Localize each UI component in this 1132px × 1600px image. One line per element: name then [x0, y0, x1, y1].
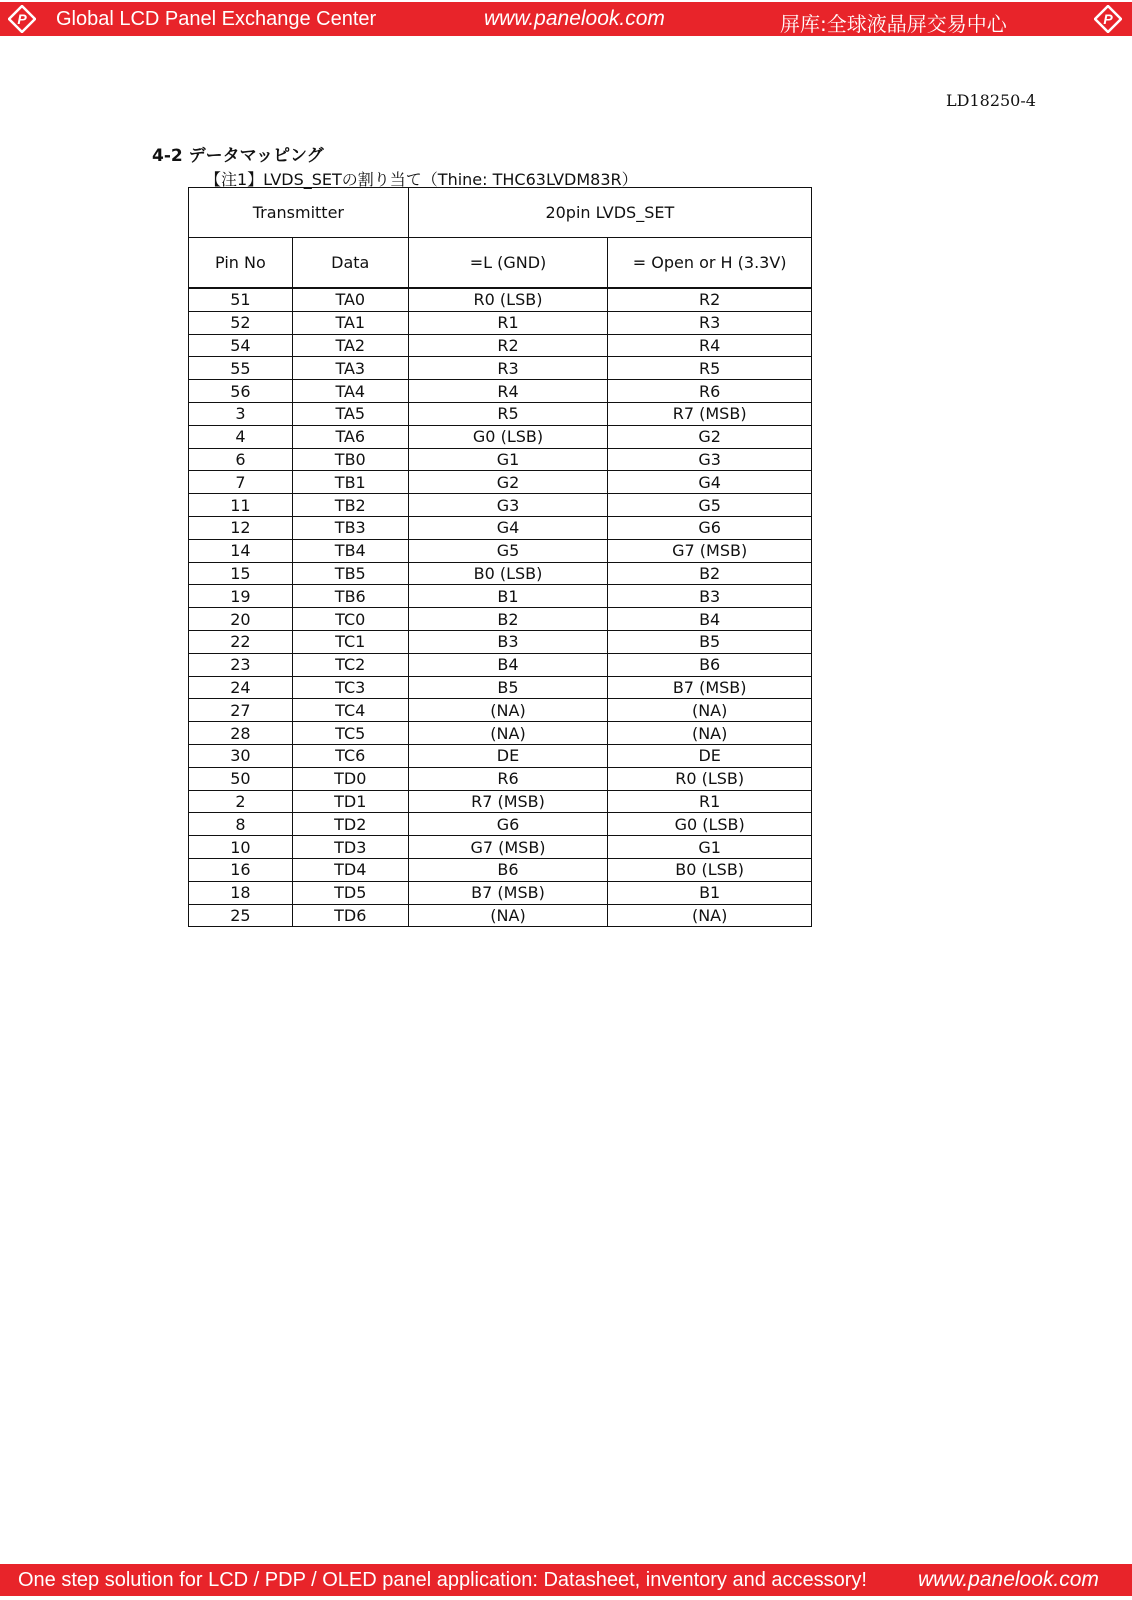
cell-pin: 11: [189, 494, 293, 517]
cell-gnd: R0 (LSB): [408, 288, 608, 311]
note-title: 【注1】LVDS_SETの割り当て（Thine: THC63LVDM83R）: [205, 170, 638, 189]
footer-banner: [0, 1564, 1132, 1596]
table-row: [189, 699, 812, 722]
cell-open: B4: [608, 608, 812, 631]
cell-gnd: G0 (LSB): [408, 425, 608, 448]
cell-gnd: (NA): [408, 904, 608, 927]
cell-data: TB3: [292, 516, 408, 539]
panelook-logo-icon: [1094, 5, 1122, 33]
cell-open: R6: [608, 380, 812, 403]
cell-pin: 54: [189, 334, 293, 357]
cell-data: TC6: [292, 744, 408, 767]
cell-pin: 7: [189, 471, 293, 494]
cell-open: (NA): [608, 699, 812, 722]
cell-gnd: G4: [408, 516, 608, 539]
cell-data: TC1: [292, 630, 408, 653]
cell-data: TD1: [292, 790, 408, 813]
cell-open: G5: [608, 494, 812, 517]
header-transmitter: Transmitter: [189, 188, 409, 238]
cell-data: TA0: [292, 288, 408, 311]
cell-pin: 8: [189, 813, 293, 836]
table-row: [189, 630, 812, 653]
panelook-logo-icon: [8, 5, 36, 33]
table-row: [189, 311, 812, 334]
header-banner: [0, 2, 1132, 36]
cell-gnd: R7 (MSB): [408, 790, 608, 813]
table-row: [189, 471, 812, 494]
cell-pin: 51: [189, 288, 293, 311]
cell-pin: 22: [189, 630, 293, 653]
cell-open: B3: [608, 585, 812, 608]
table-row: [189, 676, 812, 699]
cell-open: R0 (LSB): [608, 767, 812, 790]
logo-letter: P: [1103, 11, 1113, 27]
cell-data: TC2: [292, 653, 408, 676]
table-row: [189, 608, 812, 631]
document-id: LD18250-4: [946, 91, 1036, 110]
footer-url-link[interactable]: www.panelook.com: [918, 1568, 1099, 1591]
section-title: 4-2 データマッピング: [152, 146, 324, 166]
cell-pin: 3: [189, 402, 293, 425]
cell-gnd: B0 (LSB): [408, 562, 608, 585]
cell-open: R1: [608, 790, 812, 813]
table-row: [189, 904, 812, 927]
table-row: [189, 653, 812, 676]
cell-pin: 30: [189, 744, 293, 767]
cell-pin: 23: [189, 653, 293, 676]
cell-data: TD5: [292, 881, 408, 904]
cell-data: TB0: [292, 448, 408, 471]
cell-data: TA4: [292, 380, 408, 403]
cell-open: R4: [608, 334, 812, 357]
cell-data: TD3: [292, 836, 408, 859]
cell-pin: 2: [189, 790, 293, 813]
cell-gnd: R6: [408, 767, 608, 790]
cell-data: TB5: [292, 562, 408, 585]
cell-gnd: B2: [408, 608, 608, 631]
cell-open: B1: [608, 881, 812, 904]
cell-open: G2: [608, 425, 812, 448]
table-row: [189, 744, 812, 767]
cell-pin: 10: [189, 836, 293, 859]
table-row: [189, 767, 812, 790]
cell-data: TA5: [292, 402, 408, 425]
table-header-row: [189, 188, 812, 238]
table-subheader-row: [189, 238, 812, 289]
cell-open: B0 (LSB): [608, 858, 812, 881]
cell-open: R5: [608, 357, 812, 380]
cell-data: TA3: [292, 357, 408, 380]
cell-open: DE: [608, 744, 812, 767]
cell-data: TC4: [292, 699, 408, 722]
cell-pin: 24: [189, 676, 293, 699]
table-row: [189, 790, 812, 813]
cell-gnd: R2: [408, 334, 608, 357]
cell-gnd: (NA): [408, 699, 608, 722]
cell-gnd: G5: [408, 539, 608, 562]
table-row: [189, 425, 812, 448]
cell-gnd: B7 (MSB): [408, 881, 608, 904]
cell-gnd: G3: [408, 494, 608, 517]
cell-pin: 56: [189, 380, 293, 403]
column-header-open: = Open or H (3.3V): [608, 238, 812, 289]
cell-open: B6: [608, 653, 812, 676]
header-lvds-set: 20pin LVDS_SET: [408, 188, 811, 238]
cell-pin: 14: [189, 539, 293, 562]
table-row: [189, 288, 812, 311]
cell-data: TB4: [292, 539, 408, 562]
cell-gnd: B6: [408, 858, 608, 881]
cell-pin: 28: [189, 722, 293, 745]
cell-open: B2: [608, 562, 812, 585]
cell-open: R7 (MSB): [608, 402, 812, 425]
cell-data: TB2: [292, 494, 408, 517]
cell-data: TD0: [292, 767, 408, 790]
cell-data: TA6: [292, 425, 408, 448]
footer-text: One step solution for LCD / PDP / OLED panel application: Datasheet, inventory and accessory!: [18, 1569, 867, 1591]
cell-pin: 6: [189, 448, 293, 471]
table-row: [189, 858, 812, 881]
cell-pin: 16: [189, 858, 293, 881]
cell-data: TC3: [292, 676, 408, 699]
cell-pin: 18: [189, 881, 293, 904]
table-row: [189, 562, 812, 585]
banner-cn-label: 屏库:全球液晶屏交易中心: [780, 12, 1007, 36]
cell-open: G0 (LSB): [608, 813, 812, 836]
cell-gnd: DE: [408, 744, 608, 767]
table-row: [189, 402, 812, 425]
table-row: [189, 722, 812, 745]
logo-letter: P: [17, 11, 27, 27]
cell-data: TC5: [292, 722, 408, 745]
cell-pin: 15: [189, 562, 293, 585]
cell-open: R2: [608, 288, 812, 311]
cell-gnd: R5: [408, 402, 608, 425]
table-row: [189, 494, 812, 517]
banner-url-link[interactable]: www.panelook.com: [484, 7, 665, 30]
cell-gnd: B3: [408, 630, 608, 653]
lvds-mapping-table: [188, 187, 812, 927]
banner-title: Global LCD Panel Exchange Center: [56, 8, 377, 30]
table-row: [189, 448, 812, 471]
cell-pin: 55: [189, 357, 293, 380]
cell-open: G6: [608, 516, 812, 539]
cell-gnd: R1: [408, 311, 608, 334]
cell-gnd: G6: [408, 813, 608, 836]
table-row: [189, 585, 812, 608]
cell-data: TB6: [292, 585, 408, 608]
cell-data: TD6: [292, 904, 408, 927]
table-row: [189, 357, 812, 380]
cell-gnd: G7 (MSB): [408, 836, 608, 859]
cell-gnd: B4: [408, 653, 608, 676]
cell-data: TB1: [292, 471, 408, 494]
cell-pin: 20: [189, 608, 293, 631]
cell-open: (NA): [608, 722, 812, 745]
cell-data: TC0: [292, 608, 408, 631]
cell-gnd: (NA): [408, 722, 608, 745]
table-row: [189, 539, 812, 562]
cell-pin: 52: [189, 311, 293, 334]
table-row: [189, 836, 812, 859]
cell-pin: 4: [189, 425, 293, 448]
cell-data: TA2: [292, 334, 408, 357]
column-header-pin: Pin No: [189, 238, 293, 289]
table-row: [189, 334, 812, 357]
cell-gnd: R4: [408, 380, 608, 403]
cell-open: R3: [608, 311, 812, 334]
cell-pin: 50: [189, 767, 293, 790]
cell-data: TD2: [292, 813, 408, 836]
cell-pin: 25: [189, 904, 293, 927]
column-header-data: Data: [292, 238, 408, 289]
table-row: [189, 881, 812, 904]
cell-open: G3: [608, 448, 812, 471]
cell-pin: 27: [189, 699, 293, 722]
table-row: [189, 380, 812, 403]
table-row: [189, 813, 812, 836]
cell-gnd: B1: [408, 585, 608, 608]
cell-open: G4: [608, 471, 812, 494]
table-row: [189, 516, 812, 539]
cell-gnd: G1: [408, 448, 608, 471]
cell-open: (NA): [608, 904, 812, 927]
cell-data: TD4: [292, 858, 408, 881]
cell-open: B5: [608, 630, 812, 653]
cell-gnd: R3: [408, 357, 608, 380]
cell-open: B7 (MSB): [608, 676, 812, 699]
column-header-gnd: =L (GND): [408, 238, 608, 289]
cell-pin: 12: [189, 516, 293, 539]
cell-open: G7 (MSB): [608, 539, 812, 562]
cell-open: G1: [608, 836, 812, 859]
cell-data: TA1: [292, 311, 408, 334]
cell-pin: 19: [189, 585, 293, 608]
cell-gnd: B5: [408, 676, 608, 699]
cell-gnd: G2: [408, 471, 608, 494]
